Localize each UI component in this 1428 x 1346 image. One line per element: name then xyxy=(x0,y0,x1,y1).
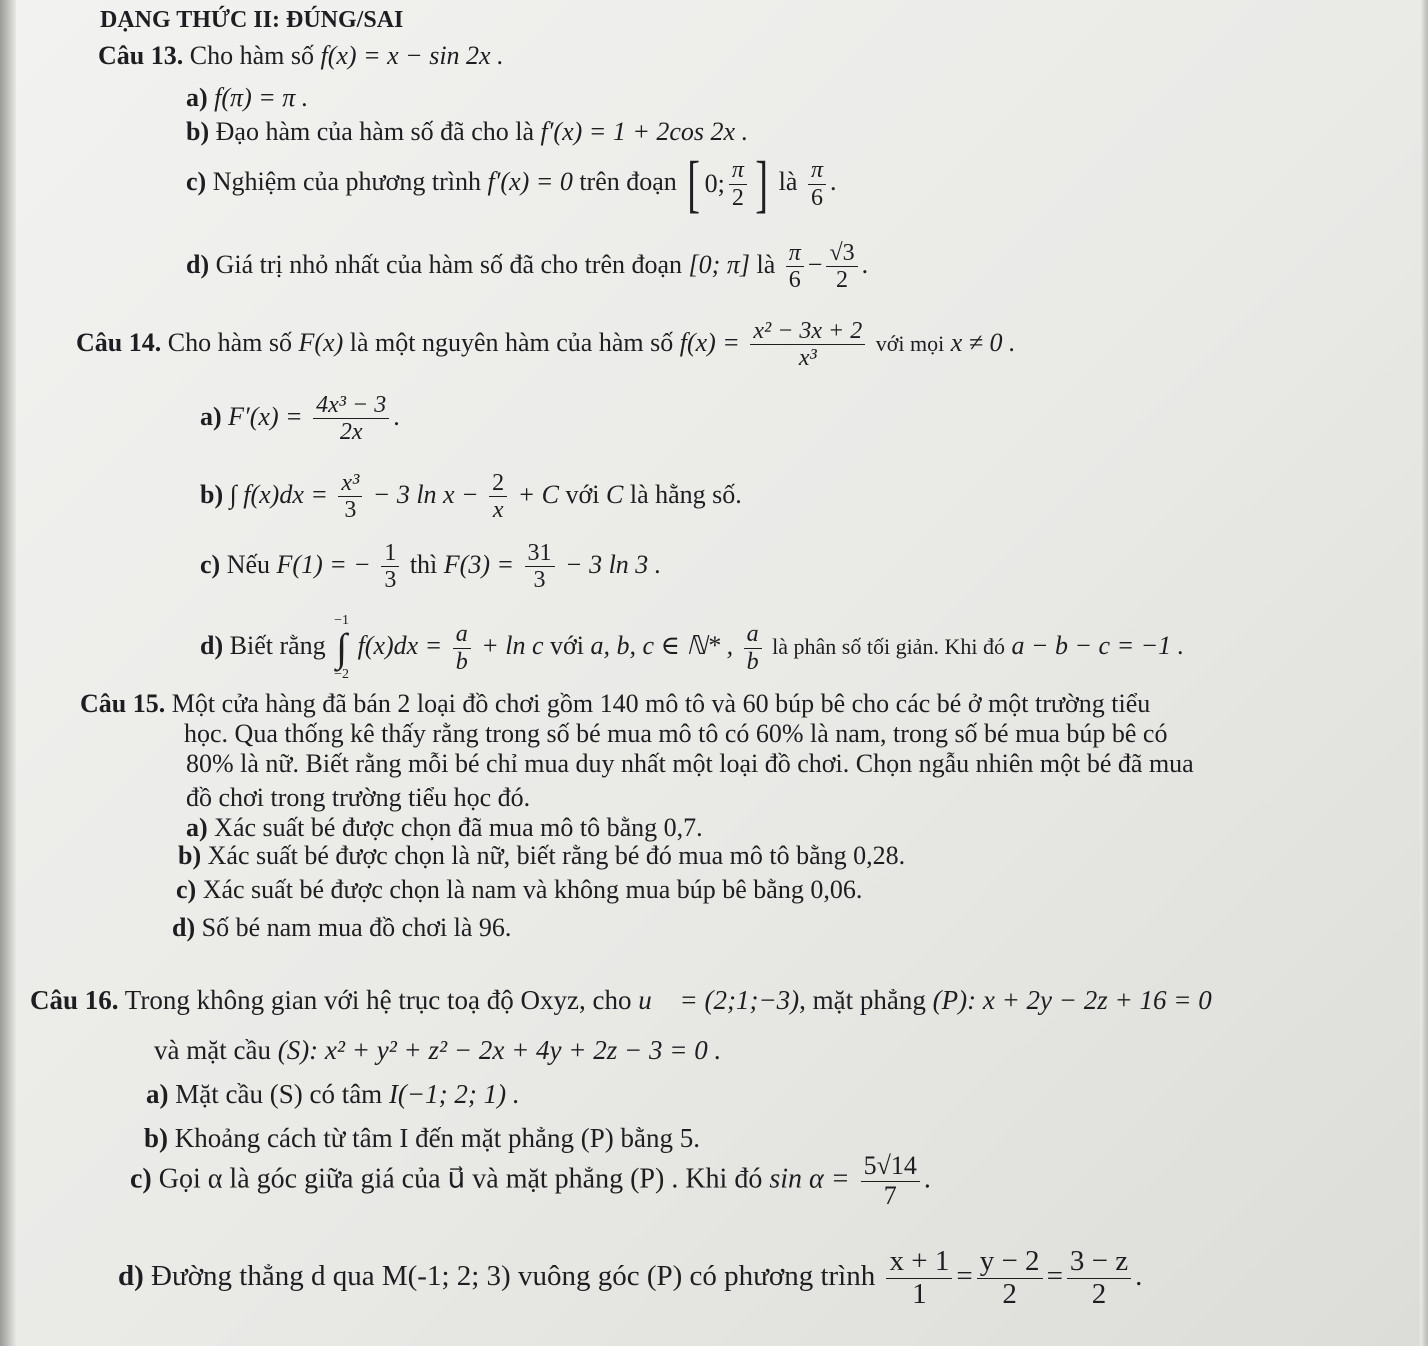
q14-stem xyxy=(76,318,1016,372)
q15-line-2: học. Qua thống kê thấy rằng trong số bé mua mô tô có 60% là nam, trong số bé mua búp bê có xyxy=(184,719,1168,748)
q14-condition: với mọi xyxy=(875,330,945,356)
q16-option-a xyxy=(146,1078,520,1110)
q14-d-text2: là phân số tối giản. Khi đó xyxy=(772,633,1005,659)
q13-b-expr: f′(x) = 1 + 2cos 2x . xyxy=(540,117,749,146)
q14-b-frac1: $\frac{\text{x³}}{3}$ xyxy=(338,470,362,524)
q13-c-interval-frac: $\frac{\pi}{2}$ xyxy=(729,157,747,211)
q13-c-label: c) xyxy=(186,166,207,196)
q13-c-interval: [ 0; $\frac{\pi}{2}$ ] xyxy=(687,148,768,219)
q14-fx: f(x) = xyxy=(679,327,740,357)
q14-label: Câu 14. xyxy=(76,327,162,357)
q14-intro: Cho hàm số xyxy=(167,327,292,357)
q16-d-frac-z: $\frac{3 - z}{2}$ xyxy=(1067,1246,1131,1311)
q16-label: Câu 16. xyxy=(30,985,119,1015)
q14-d-upper-limit: −1 xyxy=(334,613,350,628)
q14-b-tail: + C xyxy=(517,479,560,509)
q13-a-text: f(π) = π . xyxy=(214,83,309,112)
q13-c-interval-left: 0; xyxy=(704,169,725,199)
q14-c-label: c) xyxy=(200,549,221,579)
q16-text-1b: , mặt phẳng xyxy=(799,985,926,1015)
q15-d-label: d) xyxy=(172,913,196,942)
q14-d-frac2: $\frac{a}{b}$ xyxy=(744,621,762,675)
q16-a-text: Mặt cầu (S) có tâm xyxy=(175,1079,383,1109)
q15-option-d xyxy=(172,912,511,943)
q14-d-tail: + ln c xyxy=(481,630,544,660)
q15-a-text: Xác suất bé được chọn đã mua mô tô bằng 0,7. xyxy=(214,813,703,842)
q13-c-equation: f′(x) = 0 xyxy=(487,166,573,196)
q13-d-frac-sqrt: $\frac{√3}{2}$ xyxy=(826,240,857,294)
q16-line-1 xyxy=(30,984,1212,1016)
q14-option-c xyxy=(200,540,661,594)
q14-b-text2: là hằng số. xyxy=(629,479,742,509)
q14-c-lhs: F(1) = − xyxy=(276,549,371,579)
q14-d-set: a, b, c ∈ ℕ* , xyxy=(590,630,734,660)
section-heading: DẠNG THỨC II: ĐÚNG/SAI xyxy=(100,7,404,33)
q13-option-b xyxy=(186,116,748,147)
q16-a-expr: I(−1; 2; 1) . xyxy=(388,1079,520,1109)
q16-c-frac: $\frac{5√14}{7}$ xyxy=(861,1152,920,1210)
q14-b-lhs: ∫ f(x)dx = xyxy=(229,479,328,509)
q14-b-c: C xyxy=(606,479,624,509)
q16-plane: (P): x + 2y − 2z + 16 = 0 xyxy=(932,985,1212,1015)
q16-option-c: c) Gọi α là góc giữa giá của u⃗ và mặt phẳng (P) . Khi đó sin α = $\frac{5√14}{7}$ . xyxy=(130,1151,931,1210)
q15-line-1 xyxy=(80,688,1150,719)
q16-d-frac-y: $\frac{y - 2}{2}$ xyxy=(977,1246,1043,1311)
q14-b-label: b) xyxy=(200,479,224,509)
q13-option-a xyxy=(186,82,308,113)
q14-c-tail: − 3 ln 3 . xyxy=(565,549,662,579)
q15-b-label: b) xyxy=(178,841,202,870)
q16-c-label: c) xyxy=(130,1163,152,1195)
q15-option-c xyxy=(176,874,862,905)
q16-b-text: Khoảng cách từ tâm I đến mặt phẳng (P) bằng 5. xyxy=(174,1123,700,1153)
q15-a-label: a) xyxy=(186,813,208,842)
q16-option-d: d) Đường thẳng d qua M(-1; 2; 3) vuông góc (P) có phương trình $\frac{x + 1}{1}$ = $\frac{y - 2}{2}$ = $\frac{3 - z}{2}$ . xyxy=(118,1245,1143,1310)
q13-d-text: Giá trị nhỏ nhất của hàm số đã cho trên đoạn xyxy=(215,249,683,279)
q16-option-b xyxy=(144,1122,700,1154)
q16-b-label: b) xyxy=(144,1123,169,1153)
q14-d-lower-limit: −2 xyxy=(334,667,350,682)
q16-d-label: d) xyxy=(118,1260,144,1293)
q14-c-thi: thì xyxy=(409,549,438,579)
q14-d-frac1: $\frac{a}{b}$ xyxy=(453,621,471,675)
q14-mid: là một nguyên hàm của hàm số xyxy=(349,327,674,357)
q13-c-la: là xyxy=(778,166,798,196)
q14-c-frac2: $\frac{31}{3}$ xyxy=(525,540,555,594)
q15-text-1: Một cửa hàng đã bán 2 loại đồ chơi gồm 140 mô tô và 60 búp bê cho các bé ở một trường tiểu xyxy=(171,689,1151,718)
q16-a-label: a) xyxy=(146,1079,169,1109)
q16-d-frac-x: $\frac{x + 1}{1}$ xyxy=(886,1246,952,1311)
q14-b-mid: − 3 ln x − xyxy=(372,479,479,509)
q15-line-4: đồ chơi trong trường tiểu học đó. xyxy=(186,783,531,812)
q15-c-label: c) xyxy=(176,875,197,904)
q14-option-a: a) F′(x) = $\frac{\text{4x³ − 3}}{2x}$ . xyxy=(200,392,400,446)
q14-a-frac: $\frac{\text{4x³ − 3}}{2x}$ xyxy=(313,392,389,446)
q13-d-label: d) xyxy=(186,249,210,279)
q14-a-label: a) xyxy=(200,401,222,431)
page-shadow-right xyxy=(1420,0,1428,1346)
q14-b-frac2: $\frac{2}{x}$ xyxy=(489,470,507,524)
q14-c-frac1: $\frac{1}{3}$ xyxy=(381,540,399,594)
q14-condition-expr: x ≠ 0 . xyxy=(950,327,1016,357)
q15-c-text: Xác suất bé được chọn là nam và không mua búp bê bằng 0,06. xyxy=(202,875,863,904)
q16-d-text: Đường thẳng d qua M(-1; 2; 3) vuông góc (P) có phương trình xyxy=(151,1260,876,1293)
q15-label: Câu 15. xyxy=(80,689,166,718)
q16-c-text: Gọi α là góc giữa giá của u⃗ và mặt phẳng (P) . Khi đó xyxy=(158,1163,763,1195)
q15-option-a xyxy=(186,812,703,843)
q14-d-text: Biết rằng xyxy=(229,630,326,660)
q13-intro: Cho hàm số xyxy=(189,41,314,70)
q14-a-lhs: F′(x) = xyxy=(228,401,303,431)
q14-c-rhs: F(3) = xyxy=(443,549,515,579)
q14-option-b xyxy=(200,470,742,524)
q13-b-text: Đạo hàm của hàm số đã cho là xyxy=(215,117,535,146)
q16-sphere: (S): x² + y² + z² − 2x + 4y + 2z − 3 = 0 . xyxy=(277,1035,722,1065)
q14-d-label: d) xyxy=(200,630,224,660)
q16-text-1: Trong không gian với hệ trục toạ độ Oxyz, cho xyxy=(124,985,632,1015)
page-shadow-left xyxy=(0,0,16,1346)
q13-label: Câu 13. xyxy=(98,41,184,70)
q14-fraction: $\frac{\text{x² − 3x + 2}}{\text{x³}}$ xyxy=(750,318,865,372)
q13-option-d: d) Giá trị nhỏ nhất của hàm số đã cho trên đoạn [0; π] là $\frac{\pi}{6}$ − $\frac{√3}{2}$ . xyxy=(186,240,869,294)
q13-a-label: a) xyxy=(186,83,208,112)
q14-option-d xyxy=(200,614,1184,682)
q13-c-text: Nghiệm của phương trình xyxy=(212,166,481,196)
q14-b-text: với xyxy=(565,479,600,509)
q13-function: f(x) = x − sin 2x . xyxy=(320,41,504,70)
q13-d-interval: [0; π] xyxy=(688,249,750,279)
q15-d-text: Số bé nam mua đồ chơi là 96. xyxy=(201,913,512,942)
q13-d-frac-pi: $\frac{\pi}{6}$ xyxy=(786,240,804,294)
q15-option-b xyxy=(178,840,905,871)
q14-F: F(x) xyxy=(298,327,344,357)
q15-b-text: Xác suất bé được chọn là nữ, biết rằng bé đó mua mô tô bằng 0,28. xyxy=(207,841,906,870)
q13-option-c: c) Nghiệm của phương trình f′(x) = 0 trên đoạn [ 0; $\frac{\pi}{2}$ ] là $\frac{\pi}{6}$ . xyxy=(186,148,837,219)
q15-line-3: 80% là nữ. Biết rằng mỗi bé chỉ mua duy nhất một loại đồ chơi. Chọn ngẫu nhiên một bé đã mua xyxy=(186,749,1194,778)
q16-vector-u: u⃗ = (2;1;−3) xyxy=(638,985,800,1015)
q14-d-voi: với xyxy=(550,630,585,660)
q16-text-2: và mặt cầu xyxy=(154,1035,271,1065)
q13-c-answer-frac: $\frac{\pi}{6}$ xyxy=(808,157,826,211)
q16-c-lhs: sin α = xyxy=(769,1163,850,1195)
q14-d-integral: −1 ∫ −2 xyxy=(334,613,350,682)
q13-d-la: là xyxy=(756,249,776,279)
q14-c-text: Nếu xyxy=(226,549,271,579)
q13-stem xyxy=(98,40,504,71)
q16-line-2 xyxy=(154,1034,721,1066)
q14-d-integrand: f(x)dx = xyxy=(357,630,443,660)
q14-d-result: a − b − c = −1 . xyxy=(1011,630,1185,660)
q13-c-mid: trên đoạn xyxy=(579,166,677,196)
q13-b-label: b) xyxy=(186,117,210,146)
